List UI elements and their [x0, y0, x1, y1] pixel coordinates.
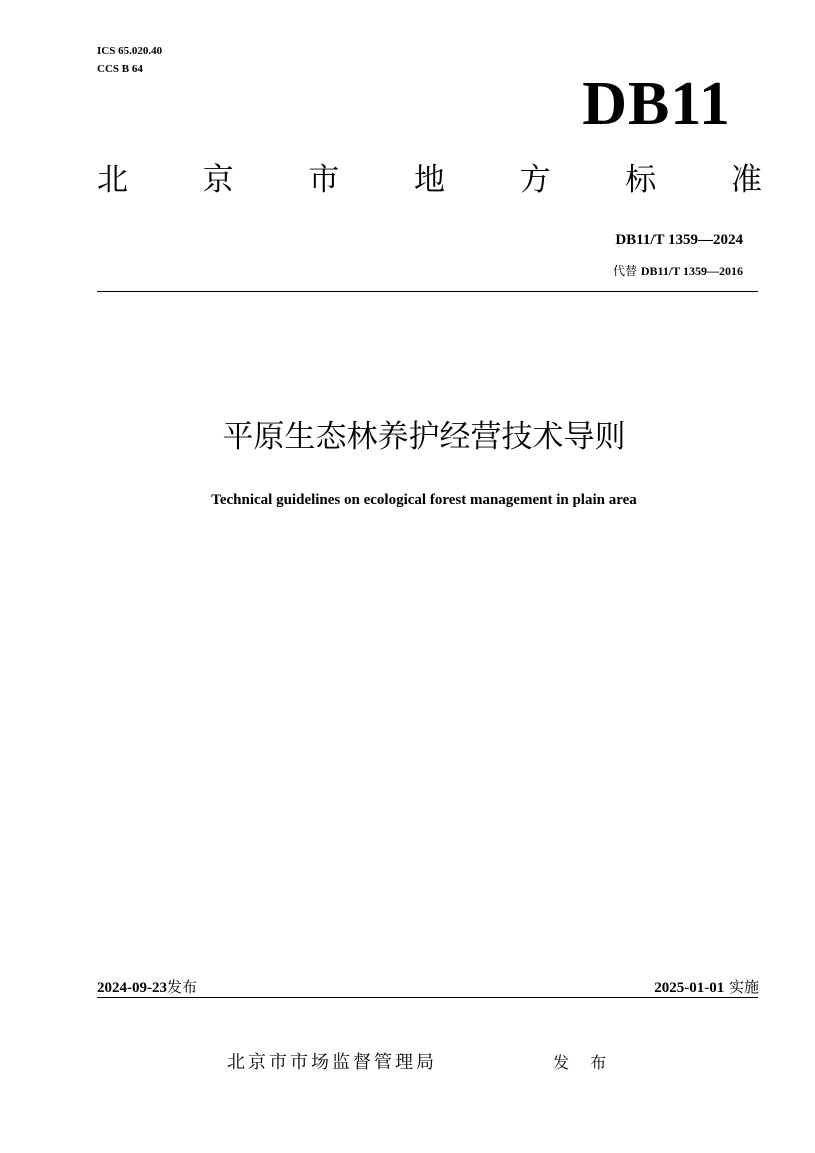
issuer-name: 北京市市场监督管理局: [227, 1052, 437, 1073]
standard-number: DB11/T 1359—2024: [615, 232, 743, 248]
release-label: 发布: [167, 978, 198, 996]
title-char: 京: [202, 162, 234, 198]
header-divider: [97, 291, 758, 292]
release-date: 2024-09-23: [97, 980, 167, 996]
title-char: 市: [308, 162, 340, 198]
release-date-line: [97, 976, 197, 999]
ccs-code: CCS B 64: [97, 63, 143, 75]
replaces-line: [613, 262, 743, 280]
standard-type-title: [97, 158, 762, 202]
document-title-cn: 平原生态林养护经营技术导则: [222, 419, 626, 455]
db-code: DB11: [582, 70, 731, 138]
classification-codes: [97, 42, 162, 78]
title-char: 标: [625, 162, 657, 198]
replaces-label: 代替: [613, 264, 638, 278]
replaces-number: DB11/T 1359—2016: [640, 264, 743, 278]
ics-code: ICS 65.020.40: [97, 45, 163, 57]
implement-label: 实施: [728, 978, 759, 996]
title-char: 北: [97, 162, 128, 198]
title-char: 方: [519, 162, 551, 198]
title-char: 地: [413, 162, 445, 198]
issue-label: 发 布: [553, 1053, 615, 1072]
implement-date: 2025-01-01: [654, 980, 725, 996]
implement-date-line: [654, 976, 759, 999]
title-char: 准: [730, 162, 762, 198]
document-title-en: Technical guidelines on ecological forest management in plain area: [211, 492, 637, 508]
footer-divider: [97, 997, 758, 998]
